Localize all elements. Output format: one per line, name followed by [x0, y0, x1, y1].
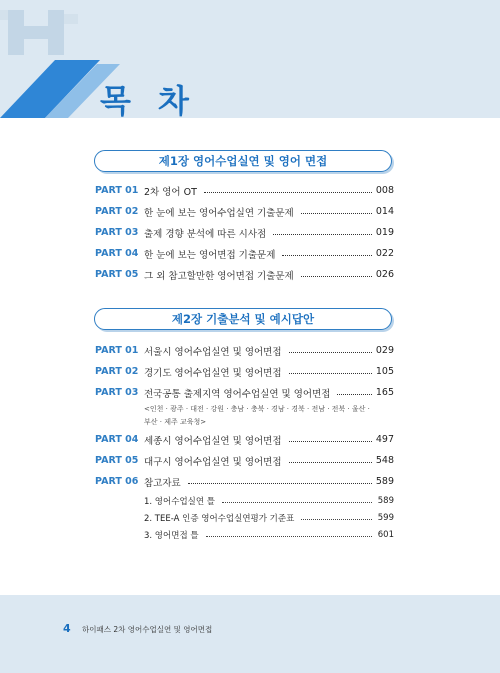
entry-title: 그 외 참고할만한 영어면접 기출문제 [144, 270, 294, 282]
part-label: PART 04 [95, 248, 139, 259]
page-number: 022 [375, 248, 394, 259]
toc-entry[interactable] [95, 201, 394, 222]
page-number: 029 [375, 345, 394, 356]
toc-entry[interactable] [95, 222, 394, 243]
reference-entry[interactable] [95, 526, 394, 543]
toc-entry[interactable] [95, 450, 394, 471]
reference-title: 1. 영어수업실연 틀 [144, 496, 215, 507]
region-note-line: 부산 · 제주 교육청> [144, 418, 207, 426]
region-note-line: <인천 · 광주 · 대전 · 강원 · 충남 · 충북 · 경남 · 경북 · 전남 · 전북 · 울산 · [144, 405, 370, 413]
page-number: 601 [377, 529, 394, 540]
reference-title: 2. TEE-A 인증 영어수업실연평가 기준표 [144, 513, 295, 524]
dot-leader [337, 394, 371, 395]
toc-entry[interactable] [95, 382, 394, 403]
dot-leader [282, 255, 371, 256]
dot-leader [289, 373, 372, 374]
entry-title: 출제 경향 분석에 따른 시사점 [144, 228, 267, 240]
dot-leader [289, 441, 372, 442]
page-number: 165 [375, 387, 394, 398]
toc-entry[interactable] [95, 429, 394, 450]
page-number: 008 [375, 185, 394, 196]
part-label: PART 01 [95, 185, 139, 196]
footer-band [0, 595, 500, 673]
reference-entry[interactable] [95, 509, 394, 526]
page-number: 589 [375, 476, 394, 487]
part-label: PART 03 [95, 387, 139, 398]
part-label: PART 02 [95, 366, 139, 377]
page-number: 014 [375, 206, 394, 217]
page-number: 548 [375, 455, 394, 466]
page-number: 105 [375, 366, 394, 377]
part-label: PART 02 [95, 206, 139, 217]
toc-entry[interactable] [95, 264, 394, 285]
toc-entry[interactable] [95, 340, 394, 361]
toc-entry[interactable] [95, 361, 394, 382]
chapter2-heading: 제2장 기출분석 및 예시답안 [94, 308, 392, 330]
dot-leader [301, 519, 372, 520]
dot-leader [206, 536, 372, 537]
reference-title: 3. 영어면접 틀 [144, 530, 199, 541]
dot-leader [188, 483, 372, 484]
part-label: PART 06 [95, 476, 139, 487]
chapter1-heading: 제1장 영어수업실연 및 영어 면접 [94, 150, 392, 172]
part-label: PART 05 [95, 455, 139, 466]
chapter2-entries [95, 340, 394, 543]
entry-title: 경기도 영어수업실연 및 영어면접 [144, 367, 282, 379]
page-number: 589 [377, 495, 394, 506]
dot-leader [289, 462, 372, 463]
entry-title: 참고자료 [144, 477, 181, 489]
chapter1-entries [95, 180, 394, 285]
entry-title: 전국공통 출제지역 영어수업실연 및 영어면접 [144, 388, 331, 400]
decorative-logo-mark [0, 0, 500, 118]
entry-title: 2차 영어 OT [144, 186, 197, 198]
dot-leader [222, 502, 372, 503]
page-number: 497 [375, 434, 394, 445]
dot-leader [204, 192, 372, 193]
entry-title: 세종시 영어수업실연 및 영어면접 [144, 435, 282, 447]
region-note [95, 403, 394, 429]
page-number: 019 [375, 227, 394, 238]
entry-title: 한 눈에 보는 영어수업실연 기출문제 [144, 207, 294, 219]
part-label: PART 01 [95, 345, 139, 356]
page-number: 026 [375, 269, 394, 280]
part-label: PART 04 [95, 434, 139, 445]
dot-leader [273, 234, 372, 235]
footer-running-title: 하이패스 2차 영어수업실연 및 영어면접 [82, 625, 213, 634]
toc-entry[interactable] [95, 180, 394, 201]
reference-entry[interactable] [95, 492, 394, 509]
toc-entry[interactable] [95, 243, 394, 264]
toc-entry[interactable] [95, 471, 394, 492]
entry-title: 대구시 영어수업실연 및 영어면접 [144, 456, 282, 468]
entry-title: 한 눈에 보는 영어면접 기출문제 [144, 249, 276, 261]
dot-leader [301, 213, 372, 214]
dot-leader [289, 352, 372, 353]
page-title: 목 차 [100, 82, 197, 120]
part-label: PART 03 [95, 227, 139, 238]
page-number: 599 [377, 512, 394, 523]
footer-page-number: 4 [63, 622, 71, 635]
entry-title: 서울시 영어수업실연 및 영어면접 [144, 346, 282, 358]
dot-leader [301, 276, 372, 277]
part-label: PART 05 [95, 269, 139, 280]
